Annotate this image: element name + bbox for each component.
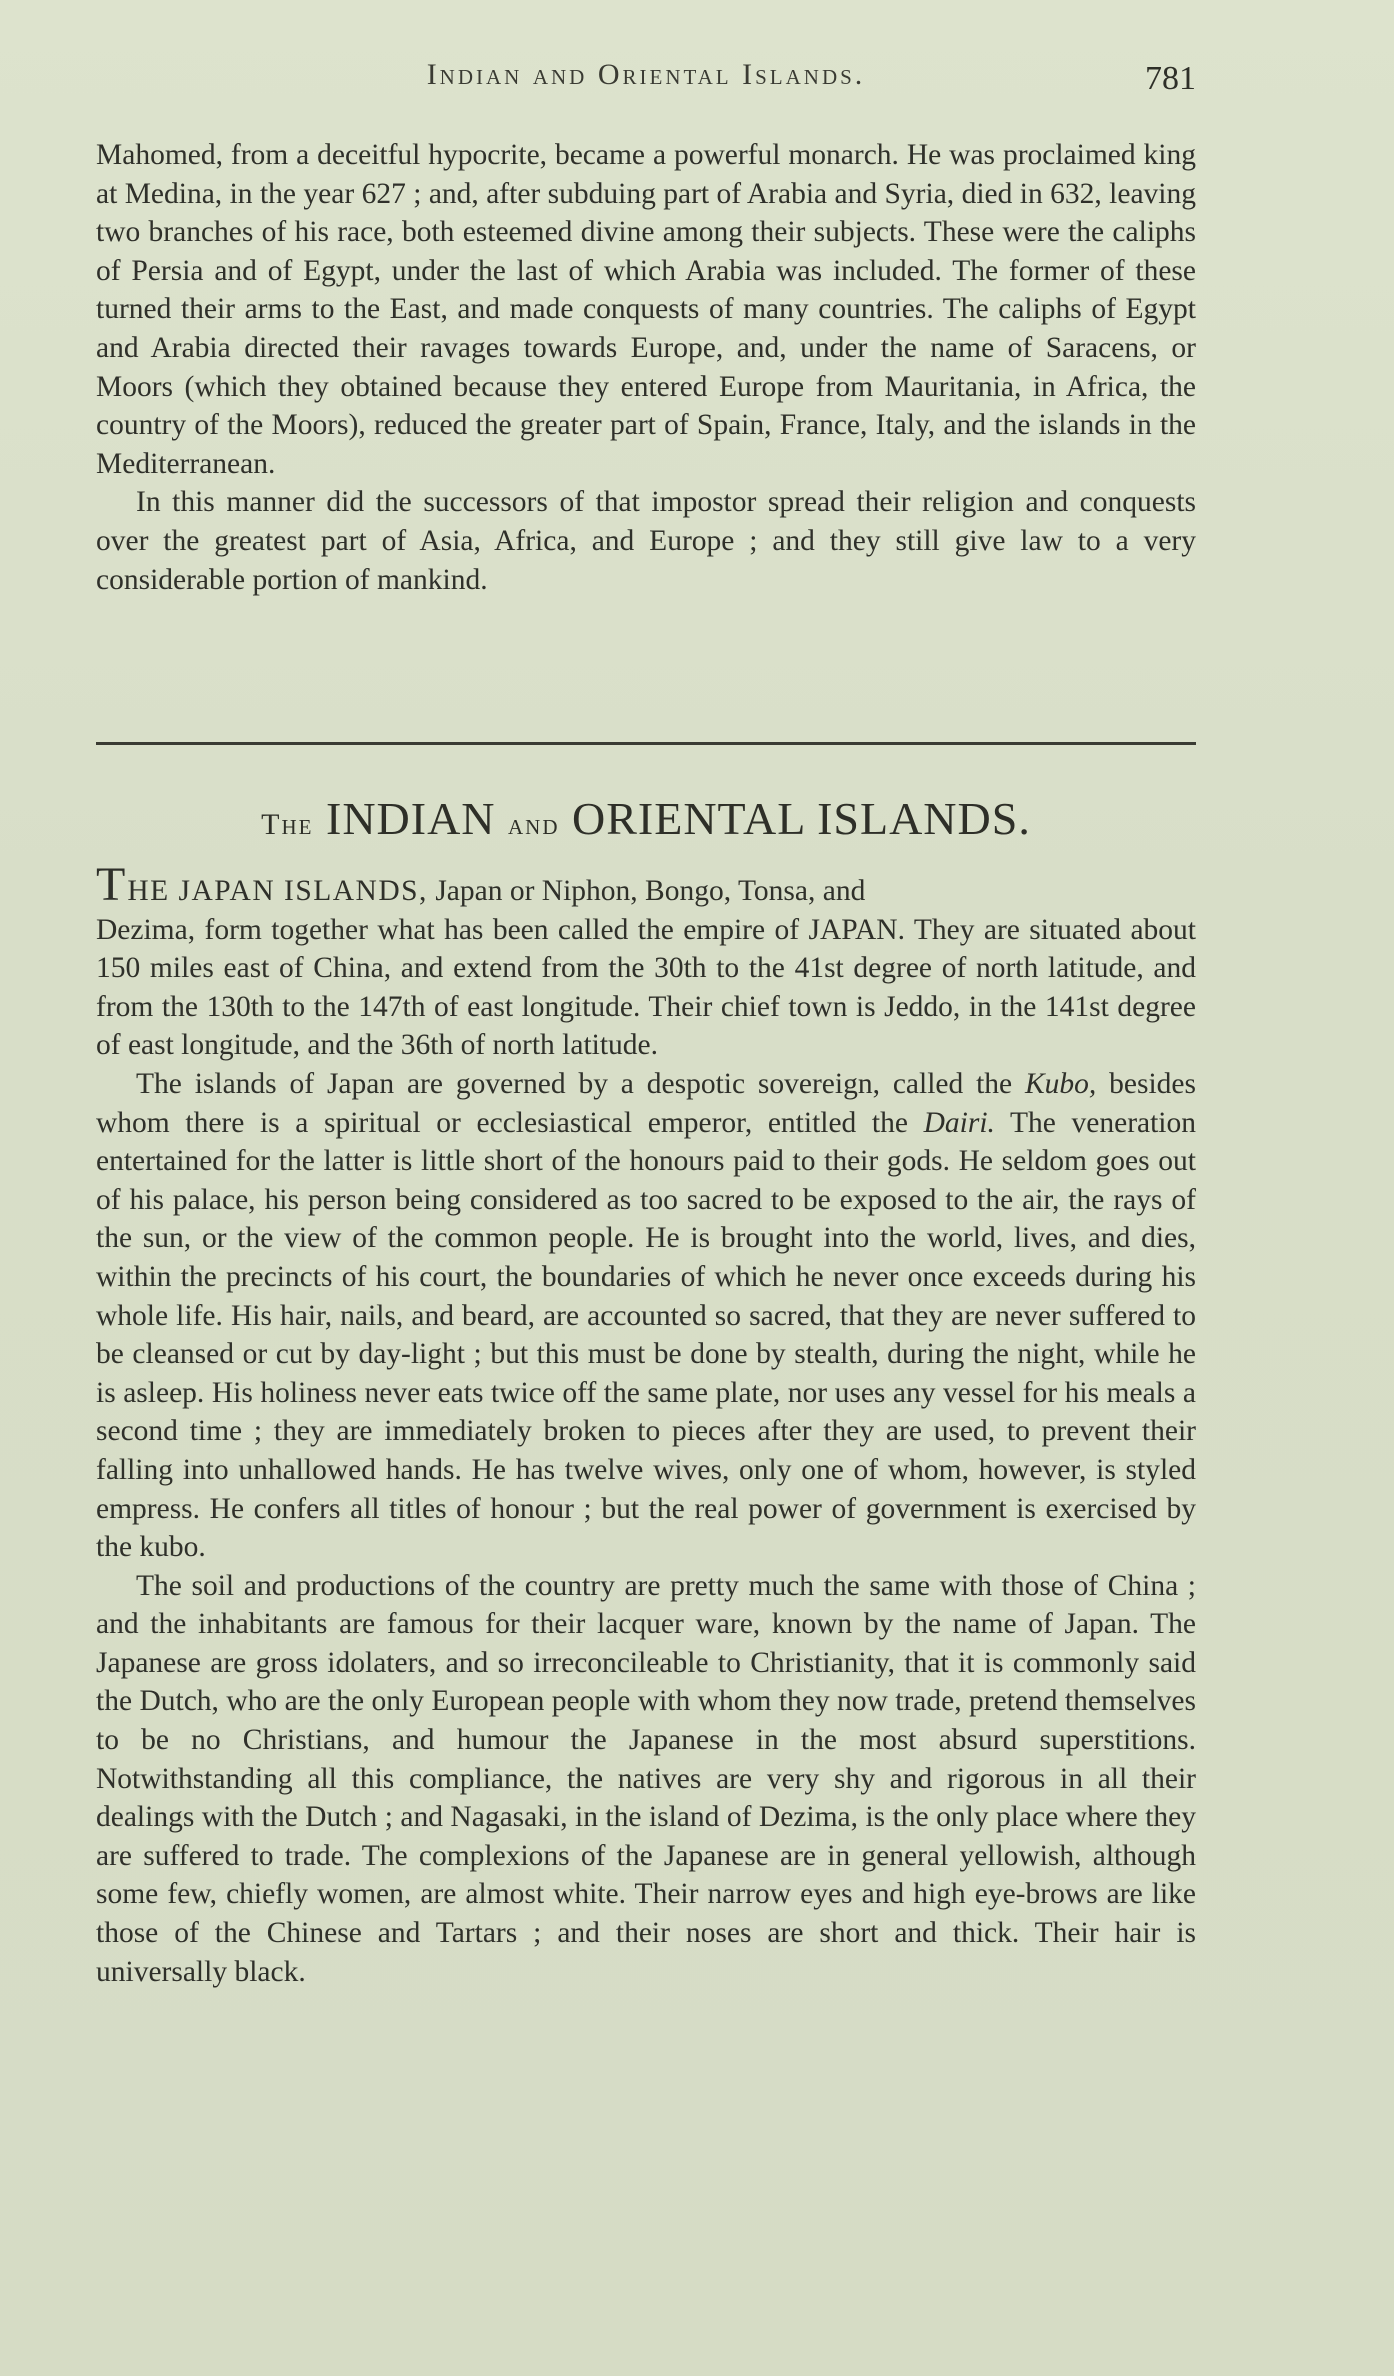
intro-first-line — [96, 858, 1196, 911]
section-divider — [96, 742, 1196, 745]
running-head — [96, 58, 1196, 108]
intro-continued: Dezima, form together what has been called the empire of JAPAN. They are situated about 150 miles east of China, and extend from the 30th to the 41st degree of north latitude, and from the 130th to the 147th of east longitude. Their chief town is Jeddo, in the 141st degree of east longitude, and the 36th of north latitude. — [96, 913, 1196, 1062]
intro-caps: HE JAPAN ISLANDS, — [127, 875, 428, 907]
gov-text-c: The veneration entertained for the latter is little short of the honours paid to their gods. He seldom goes out of his palace, his person being considered as too sacred to be exposed to the air, the rays of the sun, or the view of the common people. He is brought into the world, lives, and dies, within the precincts of his court, the boundaries of which he never once exceeds during his whole life. His hair, nails, and beard, are accounted so sacred, that they are never suffered to be cleansed or cut by day-light ; but this must be done by stealth, during the night, while he is asleep. His holiness never eats twice off the same plate, nor uses any vessel for his meals a second time ; they are immediately broken to pieces after they are used, to prevent their falling into unhallowed hands. He has twelve wives, only one of whom, however, is styled empress. He confers all titles of honour ; but the real power of government is exercised by the kubo. — [96, 1106, 1197, 1564]
paragraph-mahomed: Mahomed, from a deceitful hypocrite, became a powerful monarch. He was proclaimed king at Medina, in the year 627 ; and, after subduing part of Arabia and Syria, died in 632, leaving two branches of his race, both esteemed divine among their subjects. These were the caliphs of Persia and of Egypt, under the last of which Arabia was included. The former of these turned their arms to the East, and made conquests of many countries. The caliphs of Egypt and Arabia directed their ravages towards Europe, and, under the name of Saracens, or Moors (which they obtained because they entered Europe from Mauritania, in Africa, the country of the Moors), reduced the greater part of Spain, France, Italy, and the islands in the Mediterranean. — [96, 139, 1196, 480]
heading-and: and — [508, 808, 560, 841]
section-heading — [96, 792, 1196, 845]
intro-paragraph — [96, 911, 1196, 1065]
gov-text-b: besides whom there is a spiritual or ecclesiastical emperor, entitled the — [96, 1067, 1197, 1139]
gov-text-a: The islands of Japan are governed by a despotic sovereign, called the — [136, 1067, 1025, 1100]
running-title: Indian and Oriental Islands. — [426, 58, 866, 91]
japan-text-block — [96, 858, 1197, 1991]
heading-indian: INDIAN — [326, 793, 496, 844]
page-number: 781 — [1145, 60, 1196, 97]
term-kubo: Kubo, — [1025, 1067, 1097, 1100]
paragraph-government — [96, 1065, 1196, 1567]
top-text-block — [96, 136, 1196, 599]
paragraph-successors: In this manner did the successors of that impostor spread their religion and conquests over the greatest part of Asia, Africa, and Europe ; and they still give law to a very considerable portion of mankind. — [96, 486, 1196, 596]
heading-rest: ORIENTAL ISLANDS. — [572, 793, 1031, 844]
heading-the: The — [261, 808, 314, 841]
term-dairi: Dairi. — [923, 1106, 995, 1139]
paragraph-soil: The soil and productions of the country are pretty much the same with those of China ; and the inhabitants are famous for their lacquer ware, known by the name of Japan. The Japanese are gross idolaters, and so irreconcileable to Christianity, that it is commonly said the Dutch, who are the only European people with whom they now trade, pretend themselves to be no Christians, and humour the Japanese in the most absurd superstitions. Notwithstanding all this compliance, the natives are very shy and rigorous in all their dealings with the Dutch ; and Nagasaki, in the island of Dezima, is the only place where they are suffered to trade. The complexions of the Japanese are in general yellowish, although some few, chiefly women, are almost white. Their narrow eyes and high eye-brows are like those of the Chinese and Tartars ; and their noses are short and thick. Their hair is universally black. — [96, 1569, 1196, 1988]
drop-cap: T — [96, 858, 128, 911]
intro-line-rest: Japan or Niphon, Bongo, Tonsa, and — [427, 875, 866, 907]
